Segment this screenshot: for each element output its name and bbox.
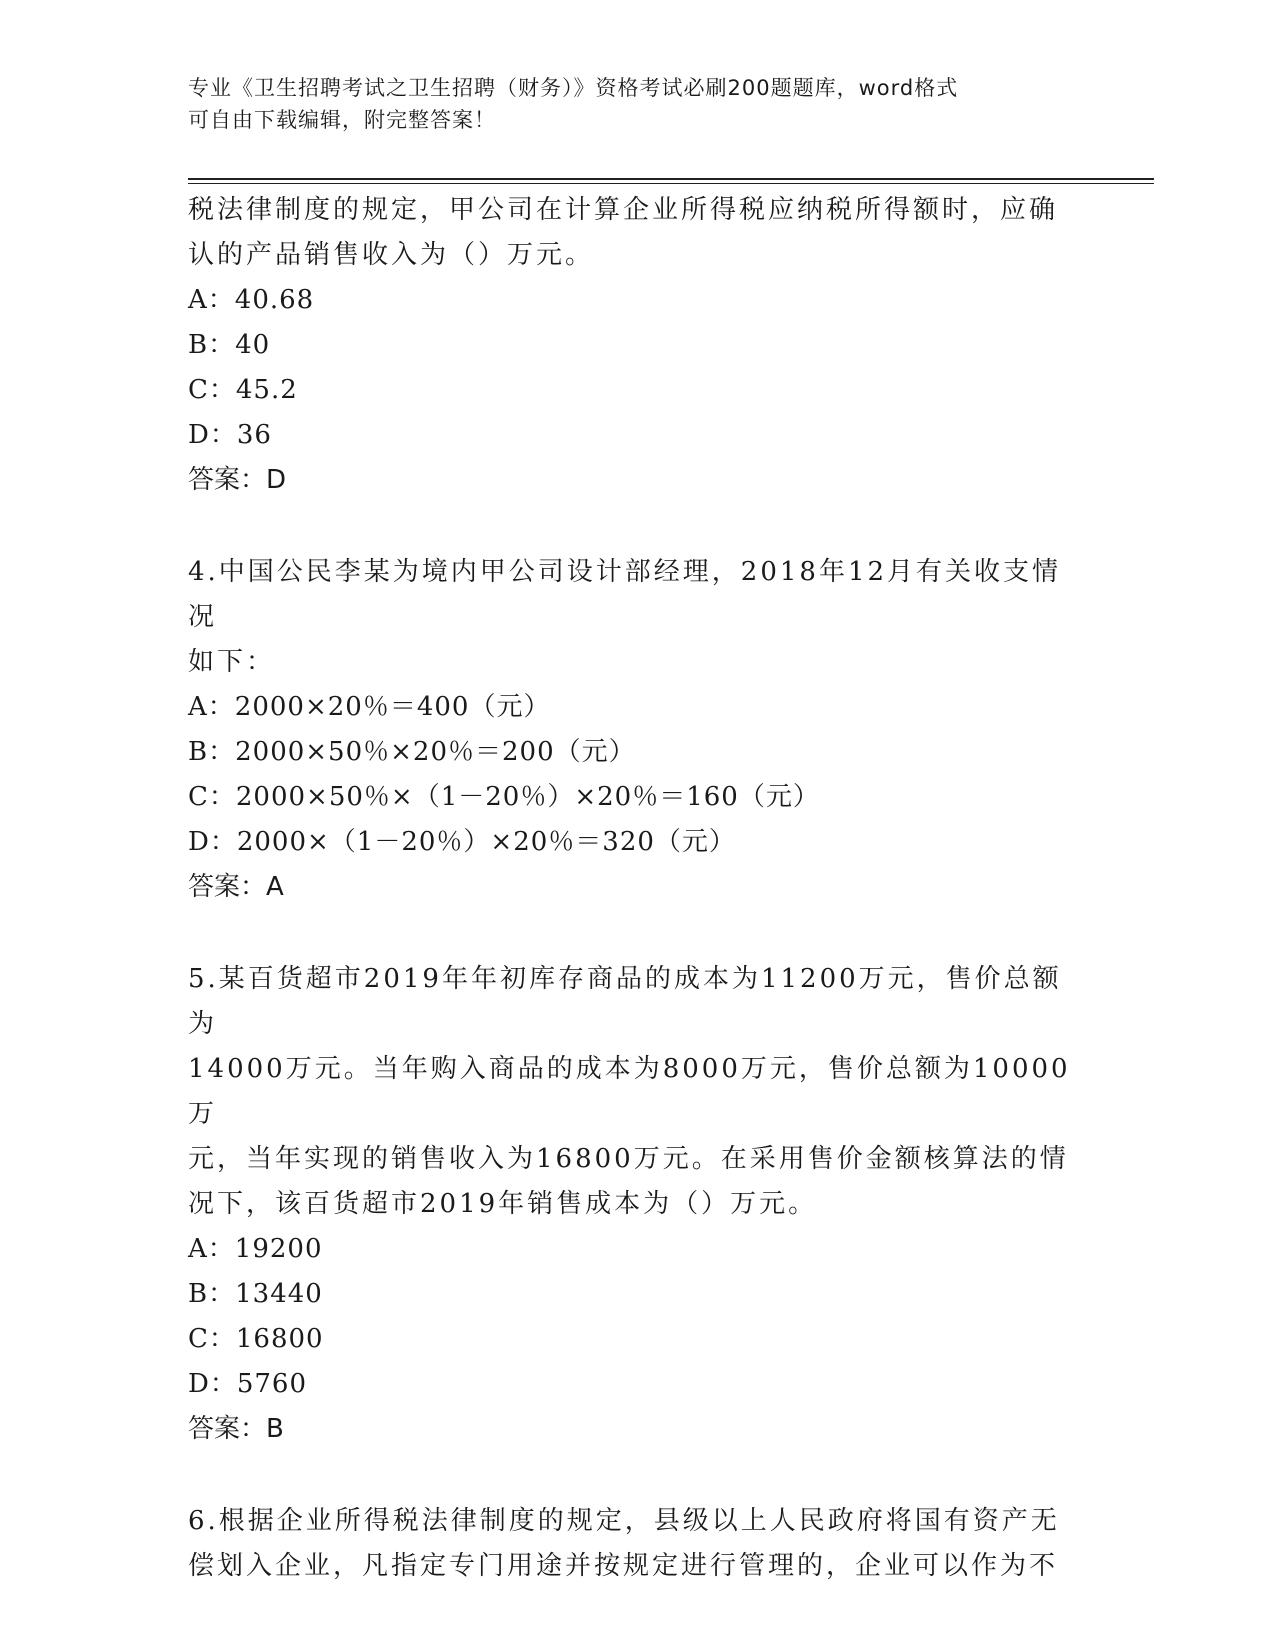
question-text-line: 偿划入企业，凡指定专门用途并按规定进行管理的，企业可以作为不 [188,1551,1059,1581]
header-rule-bottom [188,183,1154,184]
question-5 [188,957,1088,1451]
answer: 答案：D [188,465,287,495]
option-b: B：40 [188,330,271,360]
document-header [188,72,1088,136]
question-3 [188,188,1088,502]
option-b: B：13440 [188,1279,323,1309]
option-d: D：2000×（1－20％）×20％＝320（元） [188,827,736,857]
option-c: C：2000×50％×（1－20％）×20％＝160（元） [188,782,820,812]
question-6 [188,1499,1088,1589]
header-rule-top [188,178,1154,180]
option-c: C：16800 [188,1324,324,1354]
option-b: B：2000×50％×20％＝200（元） [188,737,636,767]
question-4 [188,550,1088,909]
option-d: D：5760 [188,1369,308,1399]
option-a: A：19200 [188,1234,323,1264]
document-body [188,188,1088,1589]
question-text-line: 5.某百货超市2019年年初库存商品的成本为11200万元，售价总额为 [188,964,1062,1039]
option-a: A：40.68 [188,285,315,315]
option-c: C：45.2 [188,375,298,405]
question-text-line: 况下，该百货超市2019年销售成本为（）万元。 [188,1189,818,1219]
option-d: D：36 [188,420,272,450]
question-text-line: 如下： [188,647,276,677]
option-a: A：2000×20％＝400（元） [188,692,551,722]
header-line-1: 专业《卫生招聘考试之卫生招聘（财务）》资格考试必刷200题题库，word格式 [188,76,959,100]
question-text-line: 4.中国公民李某为境内甲公司设计部经理，2018年12月有关收支情况 [188,557,1062,632]
question-text-line: 6.根据企业所得税法律制度的规定，县级以上人民政府将国有资产无 [188,1506,1060,1536]
question-text-line: 元，当年实现的销售收入为16800万元。在采用售价金额核算法的情 [188,1144,1069,1174]
question-text-line: 认的产品销售收入为（）万元。 [188,240,595,270]
question-text-line: 税法律制度的规定，甲公司在计算企业所得税应纳税所得额时，应确 [188,195,1059,225]
question-text-line: 14000万元。当年购入商品的成本为8000万元，售价总额为10000万 [188,1054,1071,1129]
answer: 答案：A [188,872,284,902]
header-line-2: 可自由下载编辑，附完整答案！ [188,108,496,132]
answer: 答案：B [188,1414,284,1444]
